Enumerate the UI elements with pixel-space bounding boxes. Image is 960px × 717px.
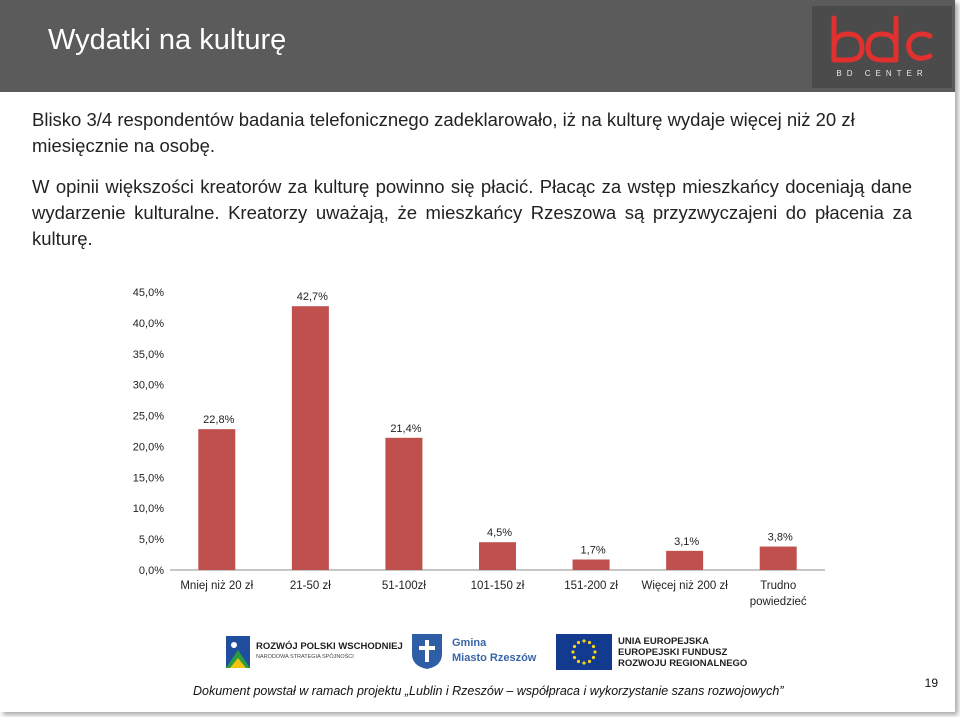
eu-logo xyxy=(556,634,747,670)
y-tick-label: 5,0% xyxy=(138,534,164,547)
rpw-logo-title: ROZWÓJ POLSKI WSCHODNIEJ xyxy=(256,641,403,652)
x-tick-label: 21-50 zł xyxy=(289,580,331,592)
y-tick-label: 15,0% xyxy=(132,472,164,485)
bar xyxy=(573,559,610,570)
data-label: 21,4% xyxy=(390,422,422,435)
bar-chart xyxy=(110,282,830,618)
data-label: 4,5% xyxy=(486,527,513,540)
page-title: Wydatki na kulturę xyxy=(48,24,287,56)
data-label: 1,7% xyxy=(580,544,606,557)
bar xyxy=(479,542,516,570)
bdc-logo-caption: BD CENTER xyxy=(836,69,928,78)
bar xyxy=(198,429,235,570)
eu-logo-line2: EUROPEJSKI FUNDUSZ xyxy=(618,646,728,658)
rzeszow-crest-icon xyxy=(410,632,444,670)
bar xyxy=(666,551,703,570)
page-number: 19 xyxy=(924,676,938,690)
paragraph-1: Blisko 3/4 respondentów badania telefonicznego zadeklarowało, iż na kulturę wydaje więcej niż 20 zł miesięcznie na osobę. xyxy=(32,109,855,156)
rzeszow-logo-line1: Gmina xyxy=(452,637,487,649)
y-tick-label: 20,0% xyxy=(132,441,164,454)
data-label: 42,7% xyxy=(296,291,328,304)
y-tick-label: 10,0% xyxy=(132,503,164,516)
eu-logo-line3: ROZWOJU REGIONALNEGO xyxy=(618,657,748,669)
x-tick-label: Więcej niż 200 zł xyxy=(641,580,728,592)
bar xyxy=(760,547,797,570)
eu-flag-icon xyxy=(556,634,612,670)
y-tick-label: 30,0% xyxy=(132,379,164,392)
bar xyxy=(292,306,329,570)
bar xyxy=(385,438,422,570)
x-tick-label: 151-200 zł xyxy=(564,580,618,592)
data-label: 3,1% xyxy=(674,535,700,548)
bdc-logo xyxy=(812,6,952,88)
rzeszow-logo xyxy=(410,632,536,670)
footer-note: Dokument powstał w ramach projektu „Lublin i Rzeszów – współpraca i wykorzystanie szans rozwojowych” xyxy=(193,684,784,698)
y-tick-label: 0,0% xyxy=(138,565,164,577)
bdc-logo-icon xyxy=(812,6,952,68)
rpw-logo-subtitle: NARODOWA STRATEGIA SPÓJNOŚCI xyxy=(256,654,354,660)
eu-logo-line1: UNIA EUROPEJSKA xyxy=(618,635,709,647)
data-label: 22,8% xyxy=(203,414,235,427)
paragraph-2: W opinii większości kreatorów za kulturę powinno się płacić. Płacąc za wstęp mieszkańcy doceniają dane wydarzenie kulturalne. Kreatorzy uważają, że mieszkańcy Rzeszowa są przyzwyczajeni do płacenia za kulturę. xyxy=(32,176,912,249)
rpw-logo xyxy=(226,636,403,668)
x-tick-label: 51-100zł xyxy=(381,580,426,592)
y-tick-label: 25,0% xyxy=(132,410,164,423)
header-bar xyxy=(0,0,955,92)
rzeszow-logo-line2: Miasto Rzeszów xyxy=(452,652,537,664)
x-tick-label: powiedzieć xyxy=(749,596,807,608)
x-tick-label: Trudno xyxy=(760,580,797,592)
y-tick-label: 45,0% xyxy=(132,287,164,299)
x-tick-label: Mniej niż 20 zł xyxy=(180,580,254,592)
rpw-logo-icon xyxy=(226,636,250,668)
x-tick-label: 101-150 zł xyxy=(470,580,525,592)
y-tick-label: 35,0% xyxy=(132,348,164,361)
data-label: 3,8% xyxy=(767,531,793,544)
y-tick-label: 40,0% xyxy=(132,317,164,330)
footer-logos xyxy=(0,628,955,676)
